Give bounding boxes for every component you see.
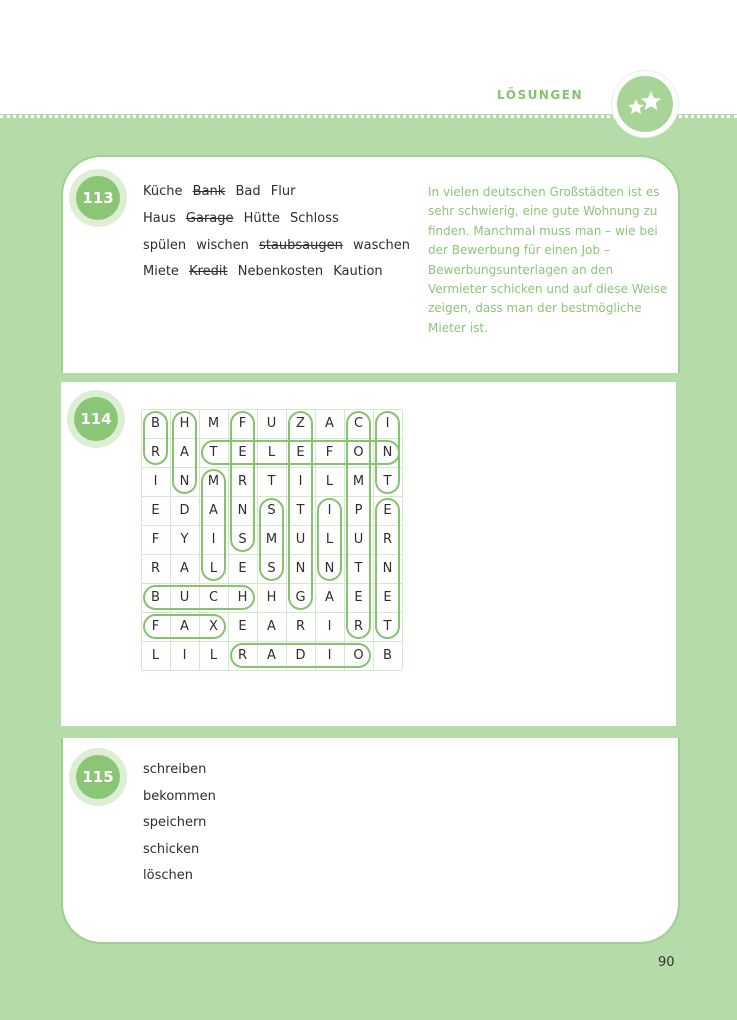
found-word-highlight <box>143 614 226 639</box>
grid-letter: A <box>325 416 334 431</box>
verb-list <box>143 762 216 895</box>
grid-letter: U <box>353 532 364 547</box>
found-word-highlight <box>143 585 255 610</box>
grid-letter: R <box>237 648 248 663</box>
grid-letter: E <box>238 619 247 634</box>
grid-letter: D <box>179 503 190 518</box>
found-word-highlight <box>201 440 400 465</box>
grid-letter: N <box>382 445 393 460</box>
grid-letter: B <box>383 648 392 663</box>
list-item: schicken <box>143 841 200 857</box>
grid-letter: M <box>352 474 365 489</box>
grid-letter: M <box>207 416 220 431</box>
found-word-highlight <box>317 498 342 581</box>
grid-letter: T <box>209 445 218 460</box>
grid-letter: H <box>179 416 190 431</box>
word: spülen <box>143 238 187 253</box>
grid-letter: R <box>382 532 393 547</box>
grid-letter: M <box>265 532 278 547</box>
exercise-number: 113 <box>76 176 120 220</box>
word: Küche <box>143 184 183 199</box>
grid-letter: L <box>325 532 334 547</box>
grid-letter: L <box>267 445 276 460</box>
grid-letter: N <box>324 561 335 576</box>
struck-word: Bank <box>192 184 226 199</box>
word: Bad <box>235 184 261 199</box>
grid-letter: E <box>151 503 160 518</box>
word-search-grid <box>141 409 402 670</box>
grid-letter: X <box>209 619 218 634</box>
grid-letter: E <box>383 590 392 605</box>
grid-letter: I <box>153 474 158 489</box>
found-word-highlight <box>259 498 284 581</box>
grid-letter: C <box>353 416 364 431</box>
grid-letter: Y <box>180 532 189 547</box>
grid-letter: N <box>382 561 393 576</box>
word: Miete <box>143 264 179 279</box>
grid-letter: R <box>150 561 161 576</box>
found-word-highlight <box>230 643 371 668</box>
page-number: 90 <box>658 955 675 970</box>
grid-line <box>141 670 402 671</box>
grid-letter: R <box>295 619 306 634</box>
grid-letter: S <box>238 532 247 547</box>
grid-letter: L <box>209 561 218 576</box>
grid-letter: B <box>151 590 160 605</box>
two-stars-icon <box>617 76 673 132</box>
grid-letter: F <box>325 445 334 460</box>
struck-word: staubsaugen <box>259 238 343 253</box>
grid-letter: H <box>266 590 277 605</box>
grid-letter: A <box>180 561 189 576</box>
info-paragraph: In vielen deutschen Großstädten ist es sehr schwierig, eine gute Wohnung zu finden. Manchmal muss man – wie bei der Bewerbung für einen Job – Bewerbungsunterlagen an den Vermieter schicken und auf diese Weise zeigen, dass man der bestmögliche Mieter ist. <box>428 185 668 335</box>
grid-letter: C <box>208 590 219 605</box>
word-row <box>143 184 301 199</box>
grid-line <box>402 409 403 670</box>
list-item: speichern <box>143 815 207 830</box>
grid-letter: R <box>353 619 364 634</box>
exercise-114-card <box>61 382 676 726</box>
grid-letter: I <box>298 474 303 489</box>
word-row <box>143 238 416 253</box>
grid-letter: U <box>266 416 277 431</box>
grid-letter: T <box>383 619 392 634</box>
grid-letter: S <box>267 561 276 576</box>
section-title: LÖSUNGEN <box>497 88 583 102</box>
grid-letter: N <box>237 503 248 518</box>
grid-letter: N <box>295 561 306 576</box>
found-word-highlight <box>143 411 168 465</box>
grid-letter: E <box>238 445 247 460</box>
grid-letter: L <box>209 648 218 663</box>
word: Kaution <box>333 264 383 279</box>
word: Haus <box>143 211 176 226</box>
word-row <box>143 264 389 279</box>
word-row <box>143 211 345 226</box>
found-word-highlight <box>172 411 197 494</box>
grid-letter: N <box>179 474 190 489</box>
exercise-number: 114 <box>74 397 118 441</box>
grid-letter: E <box>296 445 305 460</box>
grid-letter: M <box>207 474 220 489</box>
grid-letter: F <box>151 619 160 634</box>
found-word-highlight <box>375 498 400 639</box>
grid-letter: P <box>354 503 363 518</box>
word: Flur <box>270 184 296 199</box>
list-item: schreiben <box>143 762 207 777</box>
grid-letter: D <box>295 648 306 663</box>
grid-letter: T <box>354 561 363 576</box>
grid-letter: L <box>325 474 334 489</box>
struck-word: Garage <box>185 211 234 226</box>
exercise-115-card <box>61 738 680 944</box>
grid-letter: O <box>353 445 364 460</box>
grid-letter: T <box>267 474 276 489</box>
difficulty-badge <box>612 71 678 137</box>
grid-letter: A <box>180 619 189 634</box>
grid-letter: I <box>385 416 390 431</box>
grid-letter: A <box>180 445 189 460</box>
grid-letter: R <box>150 445 161 460</box>
found-word-highlight <box>230 411 255 552</box>
word: Hütte <box>243 211 280 226</box>
word: waschen <box>353 238 410 253</box>
word: Nebenkosten <box>237 264 324 279</box>
grid-letter: A <box>325 590 334 605</box>
grid-letter: T <box>383 474 392 489</box>
grid-letter: F <box>238 416 247 431</box>
grid-letter: Z <box>296 416 305 431</box>
grid-letter: A <box>267 648 276 663</box>
grid-letter: I <box>327 619 332 634</box>
grid-letter: I <box>327 503 332 518</box>
grid-letter: A <box>209 503 218 518</box>
grid-letter: R <box>237 474 248 489</box>
grid-letter: F <box>151 532 160 547</box>
found-word-highlight <box>201 469 226 581</box>
grid-letter: E <box>354 590 363 605</box>
word: wischen <box>196 238 249 253</box>
grid-letter: I <box>327 648 332 663</box>
grid-letter: G <box>295 590 306 605</box>
grid-letter: E <box>238 561 247 576</box>
grid-letter: U <box>295 532 306 547</box>
grid-letter: U <box>179 590 190 605</box>
word: Schloss <box>290 211 339 226</box>
grid-letter: B <box>151 416 160 431</box>
grid-letter: O <box>353 648 364 663</box>
grid-letter: E <box>383 503 392 518</box>
list-item: löschen <box>143 868 193 883</box>
grid-letter: H <box>237 590 248 605</box>
exercise-number: 115 <box>76 755 120 799</box>
exercise-113-card <box>61 155 680 373</box>
grid-letter: S <box>267 503 276 518</box>
grid-letter: A <box>267 619 276 634</box>
grid-letter: T <box>296 503 305 518</box>
grid-letter: I <box>211 532 216 547</box>
grid-letter: I <box>182 648 187 663</box>
list-item: bekommen <box>143 788 216 804</box>
struck-word: Kredit <box>189 264 228 279</box>
grid-letter: L <box>151 648 160 663</box>
